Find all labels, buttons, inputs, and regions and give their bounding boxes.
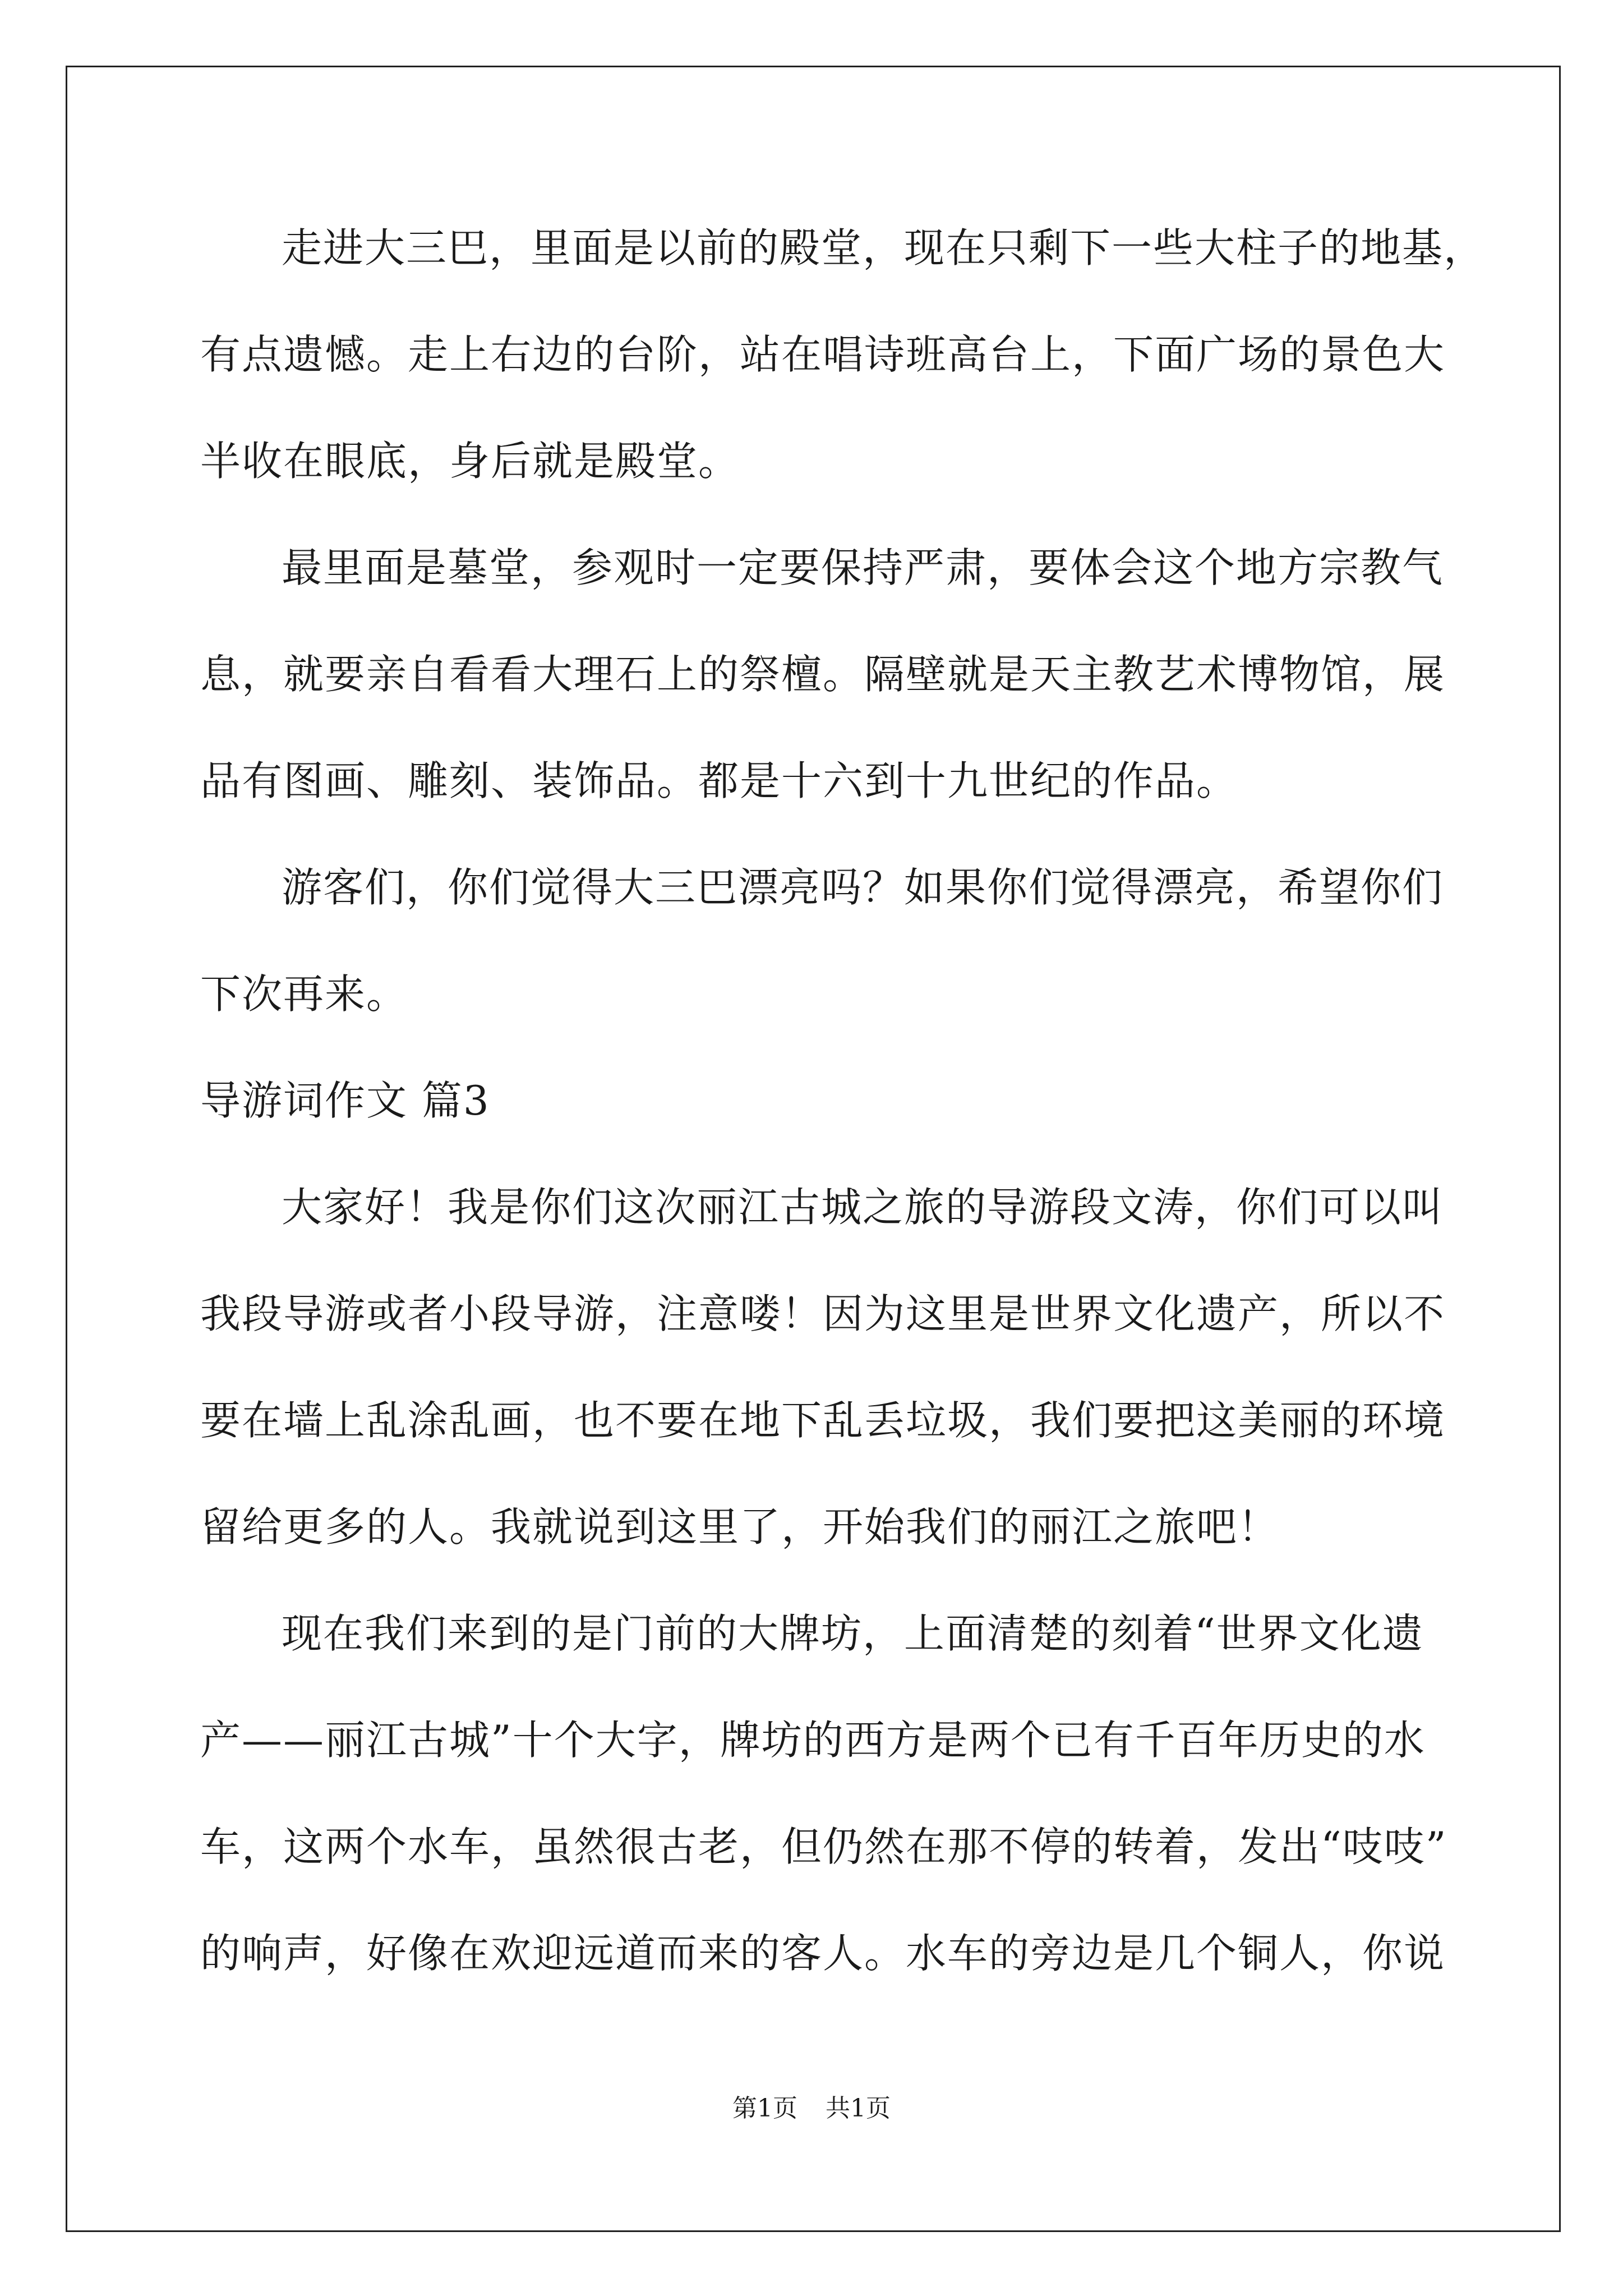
paragraph-line: 半收在眼底，身后就是殿堂。: [200, 438, 740, 485]
section-heading: 导游词作文 篇3: [200, 1077, 490, 1124]
paragraph-line: 我段导游或者小段导游，注意喽！因为这里是世界文化遗产，所以不: [200, 1290, 1446, 1337]
paragraph-line: 的响声，好像在欢迎远道而来的客人。水车的旁边是几个铜人，你说: [200, 1930, 1446, 1977]
paragraph-line: 留给更多的人。我就说到这里了，开始我们的丽江之旅吧！: [200, 1503, 1280, 1550]
paragraph-line: 息，就要亲自看看大理石上的祭檀。隔壁就是天主教艺术博物馆，展: [200, 651, 1446, 698]
paragraph-line: 车，这两个水车，虽然很古老，但仍然在那不停的转着，发出“吱吱”: [200, 1823, 1447, 1870]
paragraph-line: 要在墙上乱涂乱画，也不要在地下乱丢垃圾，我们要把这美丽的环境: [200, 1397, 1446, 1444]
page-number: 第1页: [732, 2094, 797, 2123]
paragraph-line: 游客们，你们觉得大三巴漂亮吗？如果你们觉得漂亮，希望你们: [282, 864, 1444, 911]
paragraph-line: 下次再来。: [200, 970, 408, 1018]
page-total: 共1页: [826, 2094, 891, 2123]
paragraph-line: 品有图画、雕刻、装饰品。都是十六到十九世纪的作品。: [200, 757, 1238, 804]
paragraph-line: 有点遗憾。走上右边的台阶，站在唱诗班高台上，下面广场的景色大: [200, 331, 1446, 378]
page-footer: [0, 2088, 1623, 2124]
paragraph-line: 走进大三巴，里面是以前的殿堂，现在只剩下一些大柱子的地基，: [282, 224, 1486, 272]
paragraph-line: 大家好！我是你们这次丽江古城之旅的导游段文涛，你们可以叫: [282, 1184, 1444, 1231]
paragraph-line: 现在我们来到的是门前的大牌坊，上面清楚的刻着“世界文化遗: [282, 1610, 1424, 1657]
paragraph-line: 最里面是墓堂，参观时一定要保持严肃，要体会这个地方宗教气: [282, 544, 1444, 591]
paragraph-line: 产——丽江古城”十个大字，牌坊的西方是两个已有千百年历史的水: [200, 1717, 1426, 1764]
document-body: [200, 214, 1486, 2026]
